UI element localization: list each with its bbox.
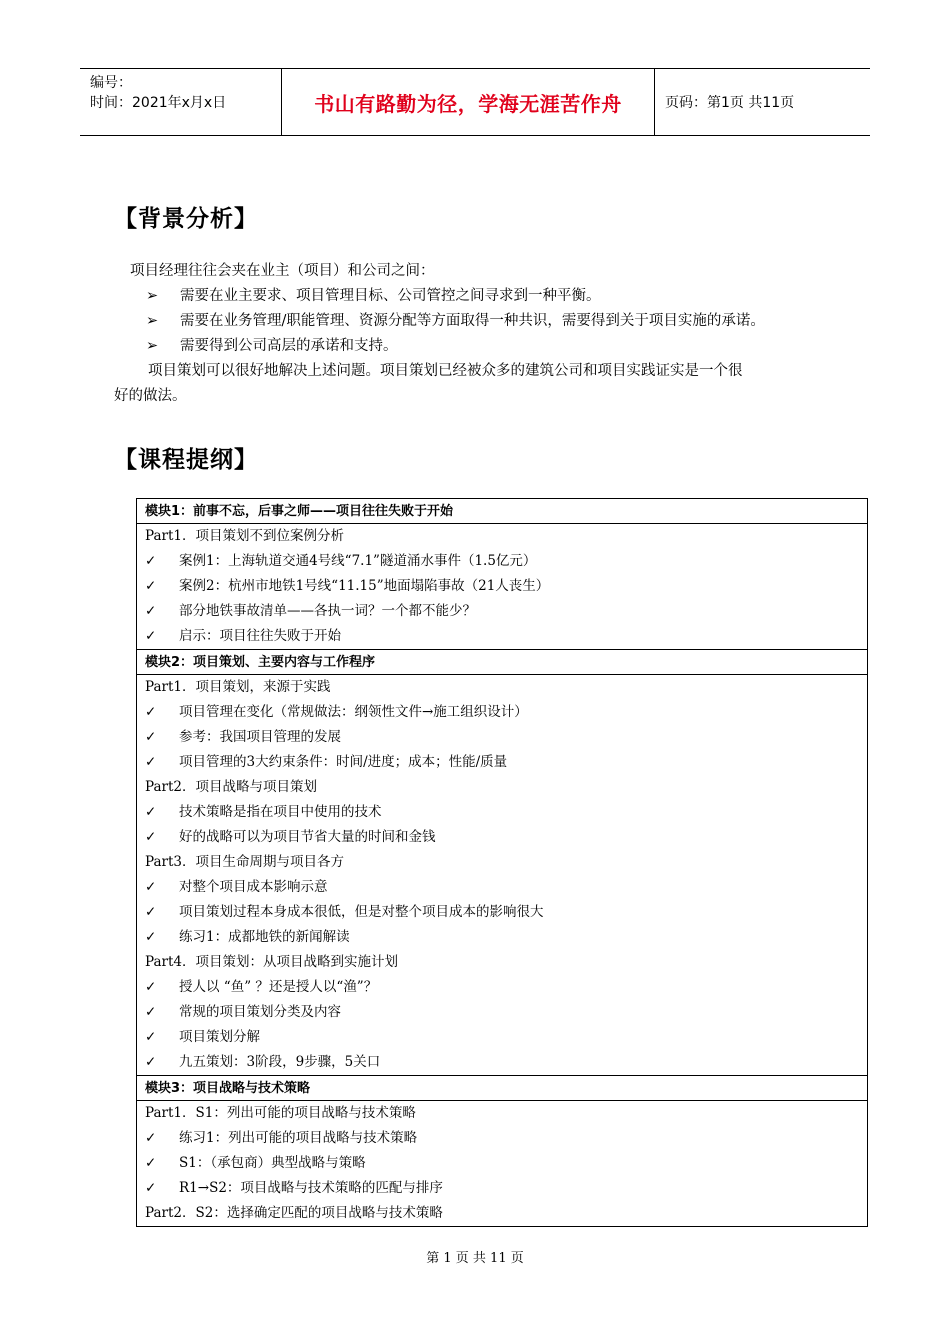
arrow-right-icon: ➢	[146, 288, 159, 304]
time-label: 时间：2021年x月x日	[90, 95, 227, 111]
outline-table	[136, 498, 868, 1227]
checklist-text: S1：（承包商）典型战略与策略	[179, 1155, 366, 1171]
checklist-text: 项目策划过程本身成本很低，但是对整个项目成本的影响很大	[179, 904, 544, 920]
checklist-text: 九五策划：3阶段，9步骤，5关口	[179, 1054, 381, 1070]
background-bullet	[114, 309, 854, 334]
module-content	[137, 1101, 867, 1227]
checkmark-icon: ✓	[145, 979, 157, 995]
checklist-text: 项目管理的3大约束条件：时间/进度；成本；性能/质量	[179, 754, 508, 770]
checklist-item	[145, 549, 867, 574]
checklist-text: 好的战略可以为项目节省大量的时间和金钱	[179, 829, 436, 845]
part-heading: Part1．S1：列出可能的项目战略与技术策略	[145, 1105, 416, 1121]
page-header	[80, 68, 870, 136]
module-content	[137, 524, 867, 650]
part-heading: Part2．项目战略与项目策划	[145, 779, 317, 795]
checklist-text: 项目策划分解	[179, 1029, 260, 1045]
checkmark-icon: ✓	[145, 904, 157, 920]
checklist-item	[145, 1151, 867, 1176]
checklist-text: 案例1：上海轨道交通4号线“7.1”隧道涌水事件（1.5亿元）	[179, 553, 537, 569]
checklist-text: R1→S2：项目战略与技术策略的匹配与排序	[179, 1180, 443, 1196]
checkmark-icon: ✓	[145, 754, 157, 770]
module-title: 模块3：项目战略与技术策略	[137, 1076, 867, 1101]
checkmark-icon: ✓	[145, 1004, 157, 1020]
checkmark-icon: ✓	[145, 879, 157, 895]
background-bullet	[114, 334, 854, 359]
module-title: 模块2：项目策划、主要内容与工作程序	[137, 650, 867, 675]
checkmark-icon: ✓	[145, 1155, 157, 1171]
background-conclusion-line1: 项目策划可以很好地解决上述问题。项目策划已经被众多的建筑公司和项目实践证实是一个很	[148, 363, 743, 379]
checklist-item	[145, 1050, 867, 1075]
checkmark-icon: ✓	[145, 578, 157, 594]
background-conclusion-line2: 好的做法。	[114, 388, 187, 404]
number-label: 编号：	[90, 75, 132, 91]
checkmark-icon: ✓	[145, 829, 157, 845]
checkmark-icon: ✓	[145, 704, 157, 720]
checklist-item	[145, 624, 867, 649]
module-content	[137, 675, 867, 1076]
outline-title: 【课程提纲】	[114, 447, 258, 473]
checklist-item	[145, 800, 867, 825]
checklist-item	[145, 599, 867, 624]
checkmark-icon: ✓	[145, 628, 157, 644]
checklist-item	[145, 574, 867, 599]
checklist-item	[145, 925, 867, 950]
header-motto-cell	[282, 69, 655, 135]
checklist-item	[145, 700, 867, 725]
checkmark-icon: ✓	[145, 1130, 157, 1146]
header-motto: 书山有路勤为径，学海无涯苦作舟	[314, 91, 622, 116]
checklist-text: 练习1：列出可能的项目战略与技术策略	[179, 1130, 418, 1146]
checklist-item	[145, 825, 867, 850]
part-heading: Part3．项目生命周期与项目各方	[145, 854, 344, 870]
bullet-text: 需要得到公司高层的承诺和支持。	[180, 338, 398, 354]
part-heading: Part2．S2：选择确定匹配的项目战略与技术策略	[145, 1205, 443, 1221]
checklist-item	[145, 1176, 867, 1201]
module-title: 模块1：前事不忘，后事之师——项目往往失败于开始	[137, 499, 867, 524]
checklist-text: 部分地铁事故清单——各执一词？一个都不能少？	[179, 603, 476, 619]
checklist-item	[145, 1126, 867, 1151]
checkmark-icon: ✓	[145, 804, 157, 820]
checklist-item	[145, 975, 867, 1000]
page-info-text: 页码：第1页 共11页	[665, 95, 795, 111]
part-heading: Part1．项目策划不到位案例分析	[145, 528, 344, 544]
page-footer: 第 1 页 共 11 页	[426, 1251, 524, 1266]
checkmark-icon: ✓	[145, 553, 157, 569]
background-intro: 项目经理往往会夹在业主（项目）和公司之间：	[130, 263, 435, 279]
arrow-right-icon: ➢	[146, 338, 159, 354]
bullet-text: 需要在业主要求、项目管理目标、公司管控之间寻求到一种平衡。	[180, 288, 601, 304]
header-meta	[80, 69, 282, 135]
checklist-text: 常规的项目策划分类及内容	[179, 1004, 341, 1020]
checkmark-icon: ✓	[145, 729, 157, 745]
checklist-item	[145, 875, 867, 900]
background-body	[114, 259, 854, 409]
checklist-text: 技术策略是指在项目中使用的技术	[179, 804, 382, 820]
bullet-text: 需要在业务管理/职能管理、资源分配等方面取得一种共识，需要得到关于项目实施的承诺。	[180, 313, 765, 329]
checklist-text: 授人以 “鱼” ？还是授人以“渔”？	[179, 979, 378, 995]
checklist-item	[145, 1025, 867, 1050]
checklist-text: 对整个项目成本影响示意	[179, 879, 328, 895]
header-page-info	[655, 69, 870, 135]
checklist-text: 启示：项目往往失败于开始	[179, 628, 341, 644]
background-title: 【背景分析】	[114, 206, 258, 232]
checkmark-icon: ✓	[145, 1054, 157, 1070]
checklist-item	[145, 900, 867, 925]
part-heading: Part4．项目策划：从项目战略到实施计划	[145, 954, 398, 970]
checklist-text: 项目管理在变化（常规做法：纲领性文件→施工组织设计）	[179, 704, 528, 720]
checklist-text: 参考：我国项目管理的发展	[179, 729, 341, 745]
checkmark-icon: ✓	[145, 1029, 157, 1045]
checklist-item	[145, 725, 867, 750]
checklist-text: 练习1：成都地铁的新闻解读	[179, 929, 350, 945]
checkmark-icon: ✓	[145, 929, 157, 945]
checkmark-icon: ✓	[145, 603, 157, 619]
checklist-item	[145, 750, 867, 775]
checklist-text: 案例2：杭州市地铁1号线“11.15”地面塌陷事故（21人丧生）	[179, 578, 550, 594]
part-heading: Part1．项目策划，来源于实践	[145, 679, 331, 695]
checklist-item	[145, 1000, 867, 1025]
background-bullet	[114, 284, 854, 309]
arrow-right-icon: ➢	[146, 313, 159, 329]
checkmark-icon: ✓	[145, 1180, 157, 1196]
